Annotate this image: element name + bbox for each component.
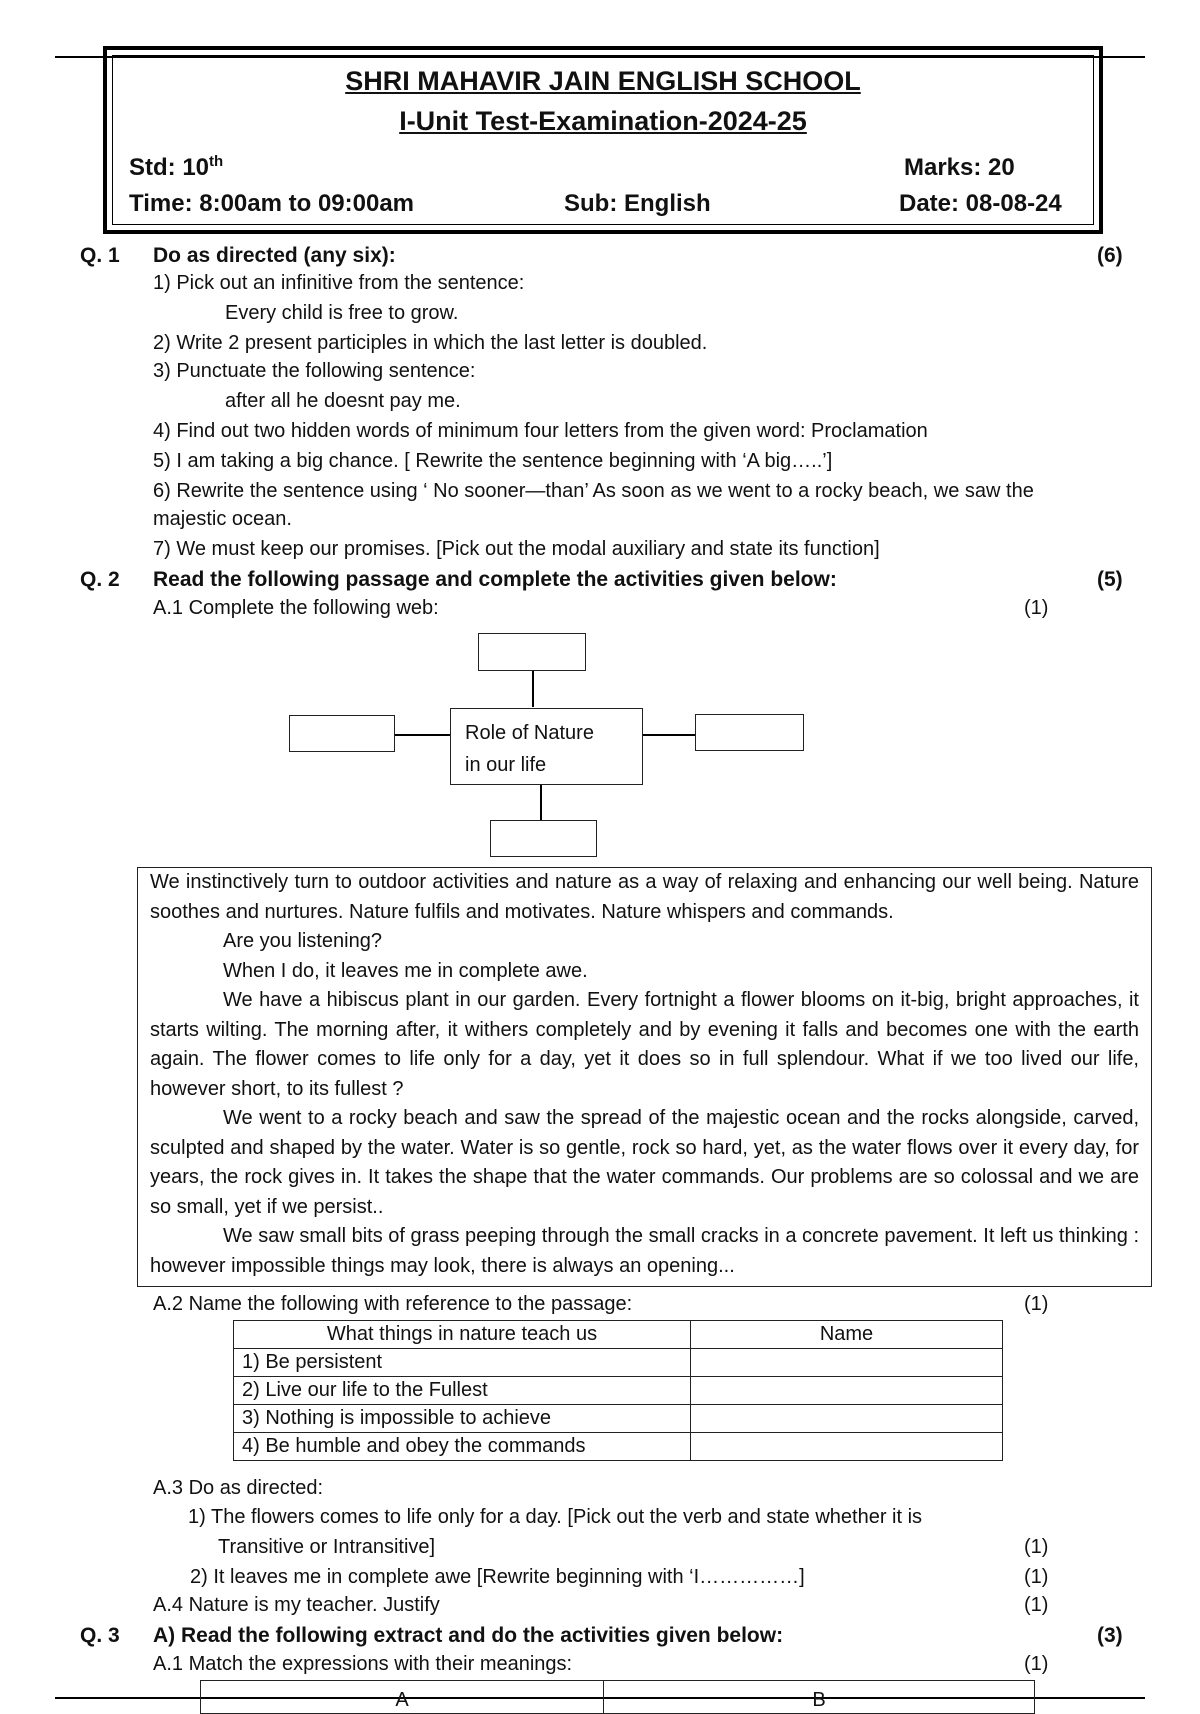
q1-item: 3) Punctuate the following sentence: — [153, 360, 476, 382]
q2-a3-item1-marks: (1) — [1024, 1536, 1049, 1558]
web-connector — [532, 671, 534, 707]
table-header: Name — [691, 1321, 1003, 1349]
q1-marks: (6) — [1097, 244, 1123, 267]
table-cell: 4) Be humble and obey the commands — [234, 1433, 691, 1461]
q3-marks: (3) — [1097, 1624, 1123, 1647]
web-connector — [395, 734, 451, 736]
q1-title: Do as directed (any six): — [153, 244, 396, 267]
table-cell: 1) Be persistent — [234, 1349, 691, 1377]
table-row — [234, 1405, 1003, 1433]
web-box-top[interactable] — [478, 633, 586, 671]
match-table — [200, 1680, 1035, 1714]
exam-title: I-Unit Test-Examination-2024-25 — [399, 106, 807, 136]
answer-cell[interactable] — [691, 1349, 1003, 1377]
column-a-header: A — [201, 1681, 604, 1714]
total-marks: Marks: 20 — [904, 154, 1015, 181]
table-cell: 3) Nothing is impossible to achieve — [234, 1405, 691, 1433]
answer-cell[interactable] — [691, 1405, 1003, 1433]
header-box — [103, 46, 1103, 234]
passage-paragraph: We saw small bits of grass peeping through the small cracks in a concrete pavement. It left us thinking : however impossible things may look, there is always an opening... — [150, 1225, 1139, 1277]
passage-paragraph: When I do, it leaves me in complete awe. — [223, 959, 588, 982]
q1-item: 1) Pick out an infinitive from the sentence: — [153, 272, 525, 294]
answer-cell[interactable] — [691, 1377, 1003, 1405]
passage-paragraph: We went to a rocky beach and saw the spread of the majestic ocean and the rocks alongside, carved, sculpted and shaped by the water. Water is so gentle, rock so hard, yet, as the water flows over it every day, for years, the rock gives in. It takes the shape that the water commands. Our problems are so colossal and we are so small, yet if we persist.. — [150, 1107, 1139, 1218]
q3-a1-label: A.1 Match the expressions with their meanings: — [153, 1653, 573, 1675]
q2-a3-item1: 1) The flowers comes to life only for a day. [Pick out the verb and state whether it is — [188, 1506, 923, 1528]
q2-a1-marks: (1) — [1024, 597, 1049, 619]
column-b-header: B — [604, 1681, 1035, 1714]
school-name: SHRI MAHAVIR JAIN ENGLISH SCHOOL — [345, 66, 861, 96]
q1-item: Every child is free to grow. — [225, 302, 459, 324]
q3-number: Q. 3 — [80, 1624, 120, 1647]
table-header-row — [201, 1681, 1035, 1714]
q2-a3-item1-cont: Transitive or Intransitive] — [218, 1536, 436, 1558]
q1-item: 5) I am taking a big chance. [ Rewrite the sentence beginning with ‘A big…..’] — [153, 450, 833, 472]
passage-paragraph: We instinctively turn to outdoor activities and nature as a way of relaxing and enhancing our well being. Nature soothes and nurtures. Nature fulfils and motivates. Nature whispers and commands. — [150, 871, 1139, 923]
web-box-bottom[interactable] — [490, 820, 597, 857]
table-row — [234, 1433, 1003, 1461]
q3-a1-marks: (1) — [1024, 1653, 1049, 1675]
q2-a3-item2-marks: (1) — [1024, 1566, 1049, 1588]
table-row — [234, 1377, 1003, 1405]
table-header-row — [234, 1321, 1003, 1349]
q2-a1-label: A.1 Complete the following web: — [153, 597, 439, 619]
web-connector — [540, 785, 542, 821]
q2-a3-item2: 2) It leaves me in complete awe [Rewrite beginning with ‘I……………] — [190, 1566, 805, 1588]
web-box-left[interactable] — [289, 715, 395, 752]
q3-title: A) Read the following extract and do the activities given below: — [153, 1624, 784, 1647]
q1-item: 7) We must keep our promises. [Pick out the modal auxiliary and state its function] — [153, 538, 880, 560]
q2-number: Q. 2 — [80, 568, 120, 591]
exam-time: Time: 8:00am to 09:00am — [129, 190, 415, 217]
q1-item: after all he doesnt pay me. — [225, 390, 461, 412]
q2-a3-label: A.3 Do as directed: — [153, 1477, 324, 1499]
q2-a4-label: A.4 Nature is my teacher. Justify — [153, 1594, 440, 1616]
subject: Sub: English — [564, 190, 711, 217]
web-center — [450, 708, 643, 785]
passage-box — [137, 867, 1152, 1287]
q1-item: 4) Find out two hidden words of minimum four letters from the given word: Proclamation — [153, 420, 928, 442]
answer-cell[interactable] — [691, 1433, 1003, 1461]
q1-item: 6) Rewrite the sentence using ‘ No sooner—than’ As soon as we went to a rocky beach, we saw the — [153, 480, 1034, 502]
table-row — [234, 1349, 1003, 1377]
passage-paragraph: We have a hibiscus plant in our garden. Every fortnight a flower blooms on it-big, bright approaches, it starts wilting. The morning after, it withers completely and by evening it falls and becomes one with the earth again. The flower comes to life only for a day, yet it does so in full splendour. What if we too lived our life, however short, to its fullest ? — [150, 989, 1139, 1100]
q1-number: Q. 1 — [80, 244, 120, 267]
name-table — [233, 1320, 1003, 1461]
q1-item: majestic ocean. — [153, 508, 292, 530]
q2-a2-label: A.2 Name the following with reference to the passage: — [153, 1293, 633, 1315]
web-center-line1: Role of Nature — [465, 722, 594, 744]
standard: Std: 10th — [129, 153, 224, 181]
q2-a2-marks: (1) — [1024, 1293, 1049, 1315]
web-connector — [643, 734, 696, 736]
q2-marks: (5) — [1097, 568, 1123, 591]
table-cell: 2) Live our life to the Fullest — [234, 1377, 691, 1405]
q2-a4-marks: (1) — [1024, 1594, 1049, 1616]
web-box-right[interactable] — [695, 714, 804, 751]
exam-date: Date: 08-08-24 — [899, 190, 1062, 217]
q1-item: 2) Write 2 present participles in which the last letter is doubled. — [153, 332, 708, 354]
q2-title: Read the following passage and complete the activities given below: — [153, 568, 837, 591]
table-header: What things in nature teach us — [234, 1321, 691, 1349]
web-center-line2: in our life — [465, 754, 547, 776]
passage-paragraph: Are you listening? — [223, 930, 382, 952]
